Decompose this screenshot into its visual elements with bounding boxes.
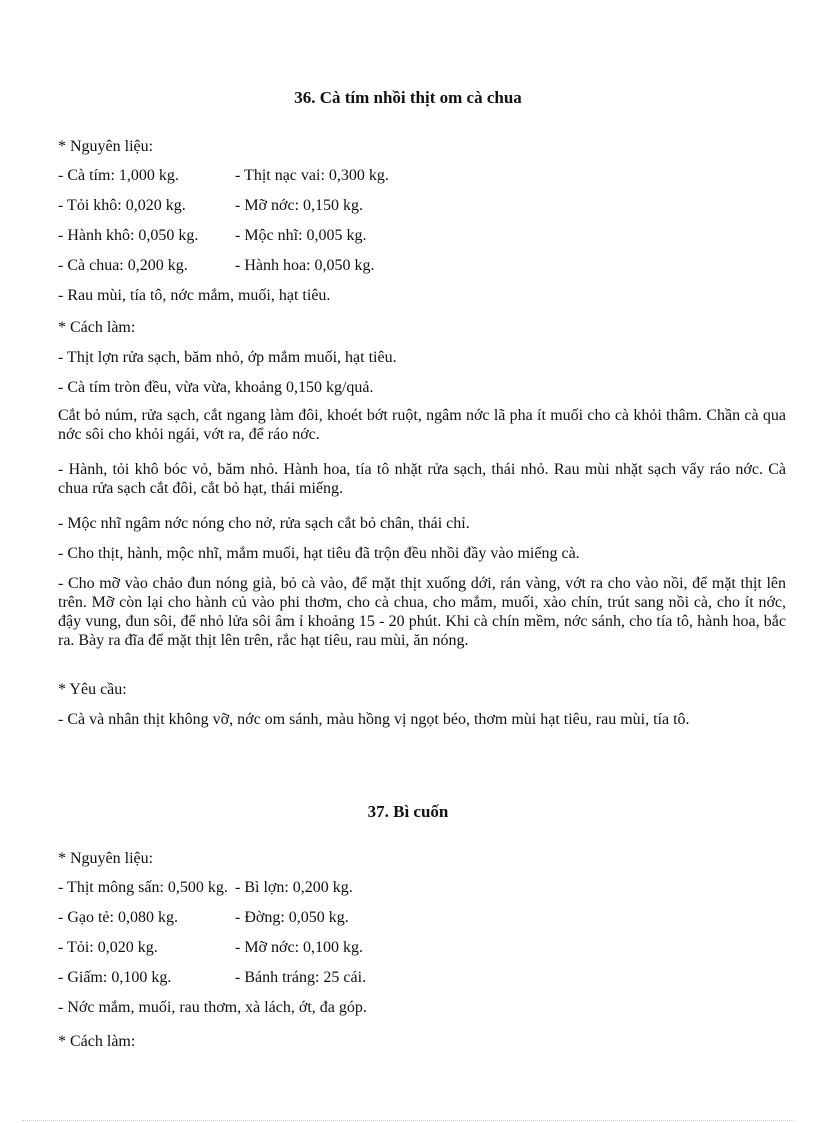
ingredient-36-2b: - Mỡ nớc: 0,150 kg. <box>235 197 364 214</box>
ingredient-36-1b: - Thịt nạc vai: 0,300 kg. <box>235 167 389 184</box>
ingredient-36-2a: - Tỏi khô: 0,020 kg. <box>58 197 186 214</box>
ingredient-36-3b: - Mộc nhĩ: 0,005 kg. <box>235 227 367 244</box>
ingredient-36-4b: - Hành hoa: 0,050 kg. <box>235 257 375 274</box>
method-36-3: Cắt bỏ núm, rửa sạch, cắt ngang làm đôi, khoét bớt ruột, ngâm nớc lã pha ít muối cho cà khỏi thâm. Chần cà qua nớc sôi cho khỏi ngái, vớt ra, để ráo nớc. <box>58 407 786 443</box>
ingredient-36-4a: - Cà chua: 0,200 kg. <box>58 257 188 274</box>
ingredient-37-2b: - Đờng: 0,050 kg. <box>235 909 349 926</box>
ingredient-37-4b: - Bánh tráng: 25 cái. <box>235 969 367 986</box>
method-36-5: - Mộc nhĩ ngâm nớc nóng cho nở, rửa sạch cắt bỏ chân, thái chỉ. <box>58 515 470 532</box>
ingredients-heading-37: * Nguyên liệu: <box>58 850 154 867</box>
section-37-title: 37. Bì cuốn <box>367 802 449 821</box>
ingredient-36-3a: - Hành khô: 0,050 kg. <box>58 227 199 244</box>
method-36-6: - Cho thịt, hành, mộc nhĩ, mắm muối, hạt tiêu đã trộn đều nhồi đầy vào miếng cà. <box>58 545 580 562</box>
ingredient-37-2a: - Gạo tẻ: 0,080 kg. <box>58 909 178 926</box>
method-36-2: - Cà tím tròn đều, vừa vừa, khoảng 0,150 kg/quả. <box>58 379 374 396</box>
ingredient-37-4a: - Giấm: 0,100 kg. <box>58 969 172 986</box>
method-36-1: - Thịt lợn rửa sạch, băm nhỏ, ớp mắm muối, hạt tiêu. <box>58 349 397 366</box>
ingredient-36-1a: - Cà tím: 1,000 kg. <box>58 167 179 184</box>
requirement-36: - Cà và nhân thịt không vỡ, nớc om sánh, màu hồng vị ngọt béo, thơm mùi hạt tiêu, rau mùi, tía tô. <box>58 711 690 728</box>
section-36-title: 36. Cà tím nhồi thịt om cà chua <box>294 88 522 107</box>
ingredient-37-extra: - Nớc mắm, muối, rau thơm, xà lách, ớt, đa góp. <box>58 999 367 1016</box>
ingredients-heading-36: * Nguyên liệu: <box>58 138 154 155</box>
method-heading-37: * Cách làm: <box>58 1033 136 1050</box>
ingredient-37-3b: - Mỡ nớc: 0,100 kg. <box>235 939 364 956</box>
method-36-4: - Hành, tỏi khô bóc vỏ, băm nhỏ. Hành hoa, tía tô nhặt rửa sạch, thái nhỏ. Rau mùi nhặt sạch vẩy ráo nớc. Cà chua rửa sạch cắt đôi, cắt bỏ hạt, thái miếng. <box>58 461 786 497</box>
requirement-heading-36: * Yêu cầu: <box>58 681 127 698</box>
ingredient-37-1a: - Thịt mông sấn: 0,500 kg. <box>58 879 228 896</box>
method-heading-36: * Cách làm: <box>58 319 136 336</box>
method-36-7: - Cho mỡ vào chảo đun nóng già, bỏ cà vào, để mặt thịt xuống dới, rán vàng, vớt ra cho vào nồi, để mặt thịt lên trên. Mỡ còn lại cho hành củ vào phi thơm, cho cà chua, cho mắm, muối, xào chín, trút sang nồi cà, cho ít nớc, đậy vung, đun sôi, để nhỏ lửa sôi âm ỉ khoảng 15 - 20 phút. Khi cà chín mềm, nớc sánh, cho tía tô, hành hoa, bắc ra. Bày ra đĩa để mặt thịt lên trên, rắc hạt tiêu, rau mùi, ăn nóng. <box>58 575 786 649</box>
ingredient-37-1b: - Bì lợn: 0,200 kg. <box>235 879 353 896</box>
page-bottom-divider <box>22 1120 794 1121</box>
ingredient-36-extra: - Rau mùi, tía tô, nớc mắm, muối, hạt tiêu. <box>58 287 331 304</box>
ingredient-37-3a: - Tỏi: 0,020 kg. <box>58 939 158 956</box>
